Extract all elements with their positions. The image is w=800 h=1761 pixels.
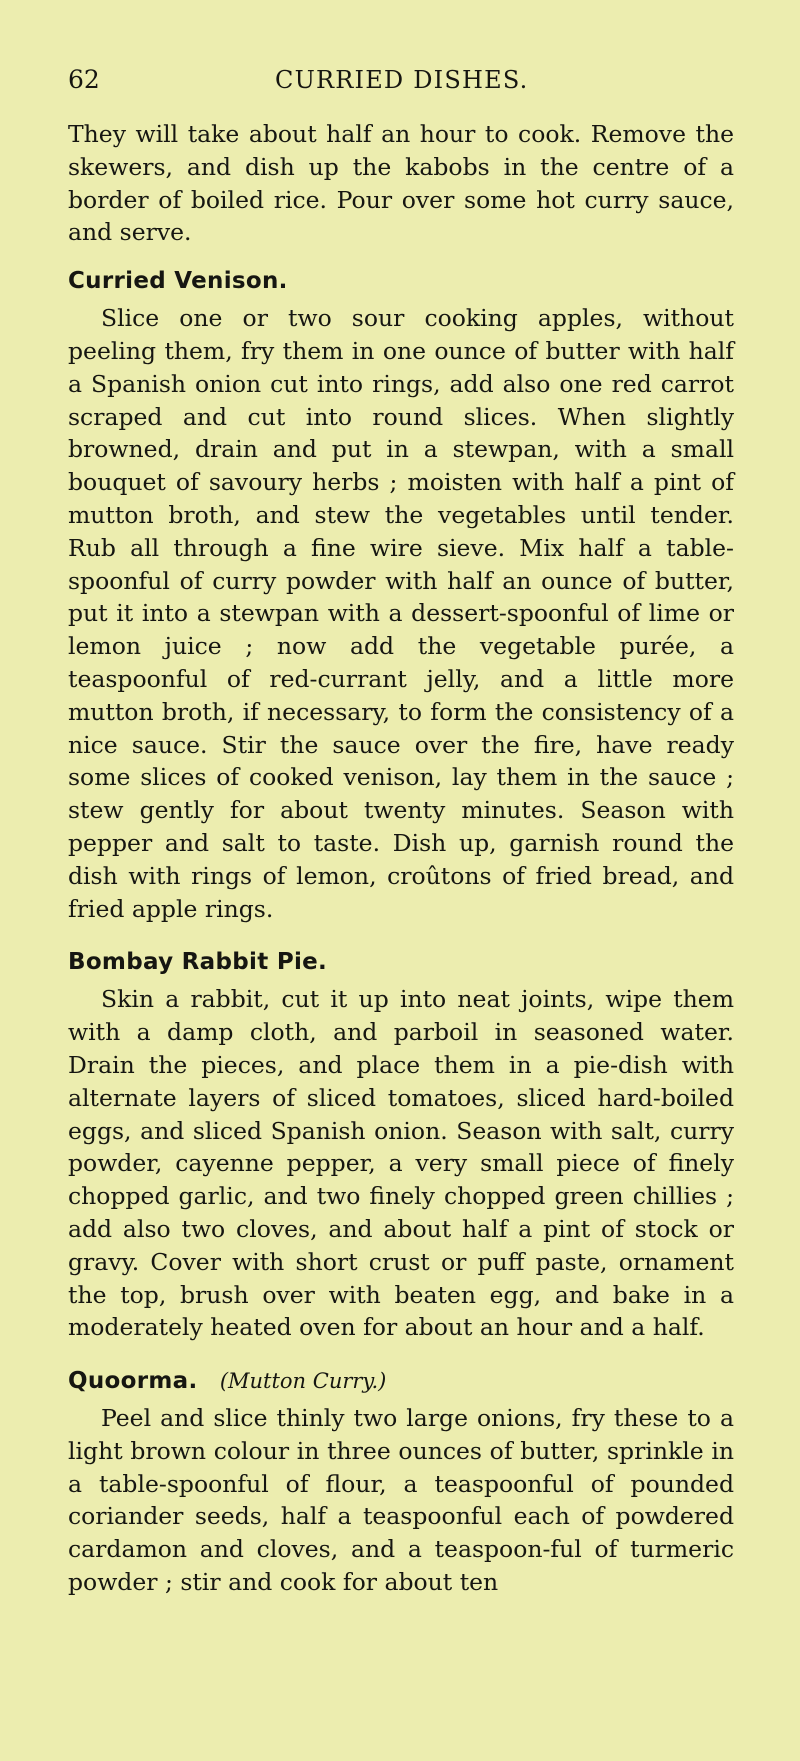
page-number: 62 (68, 65, 100, 94)
recipe-title-text: Curried Venison. (68, 268, 288, 295)
running-head: CURRIED DISHES. (275, 66, 529, 94)
page-content (68, 118, 734, 1599)
recipe-title-bombay-rabbit-pie (68, 947, 734, 978)
recipe-title-quoorma (68, 1366, 734, 1397)
recipe-title-text: Bombay Rabbit Pie. (68, 949, 328, 976)
recipe-title-text: Quoorma. (68, 1368, 198, 1395)
recipe-text-quoorma: Peel and slice thinly two large onions, fry these to a light brown colour in three ounces of butter, sprinkle in a table-spoonful of flour, a teaspoonful of pounded coriander seeds, half a teaspoonful each of powdered cardamon and cloves, and a teaspoon-ful of turmeric powder ; stir and cook for about ten (68, 1404, 734, 1597)
intro-paragraph: They will take about half an hour to cook. Remove the skewers, and dish up the kabobs in the centre of a border of boiled rice. Pour over some hot curry sauce, and serve. (68, 120, 734, 247)
page-header (0, 64, 800, 100)
recipe-title-curried-venison (68, 266, 734, 297)
recipe-text-curried-venison: Slice one or two sour cooking apples, without peeling them, fry them in one ounce of butter with half a Spanish onion cut into rings, add also one red carrot scraped and cut into round slices. When slightly browned, drain and put in a stewpan, with a small bouquet of savoury herbs ; moisten with half a pint of mutton broth, and stew the vegetables until tender. Rub all through a fine wire sieve. Mix half a table-spoonful of curry powder with half an ounce of butter, put it into a stewpan with a dessert-spoonful of lime or lemon juice ; now add the vegetable purée, a teaspoonful of red-currant jelly, and a little more mutton broth, if necessary, to form the consistency of a nice sauce. Stir the sauce over the fire, have ready some slices of cooked venison, lay them in the sauce ; stew gently for about twenty minutes. Season with pepper and salt to taste. Dish up, garnish round the dish with rings of lemon, croûtons of fried bread, and fried apple rings. (68, 304, 734, 923)
recipe-text-bombay-rabbit-pie: Skin a rabbit, cut it up into neat joints, wipe them with a damp cloth, and parboil in seasoned water. Drain the pieces, and place them in a pie-dish with alternate layers of sliced tomatoes, sliced hard-boiled eggs, and sliced Spanish onion. Season with salt, curry powder, cayenne pepper, a very small piece of finely chopped garlic, and two finely chopped green chillies ; add also two cloves, and about half a pint of stock or gravy. Cover with short crust or puff paste, ornament the top, brush over with beaten egg, and bake in a moderately heated oven for about an hour and a half. (68, 985, 734, 1342)
recipe-subtitle-mutton-curry: (Mutton Curry.) (219, 1369, 387, 1394)
